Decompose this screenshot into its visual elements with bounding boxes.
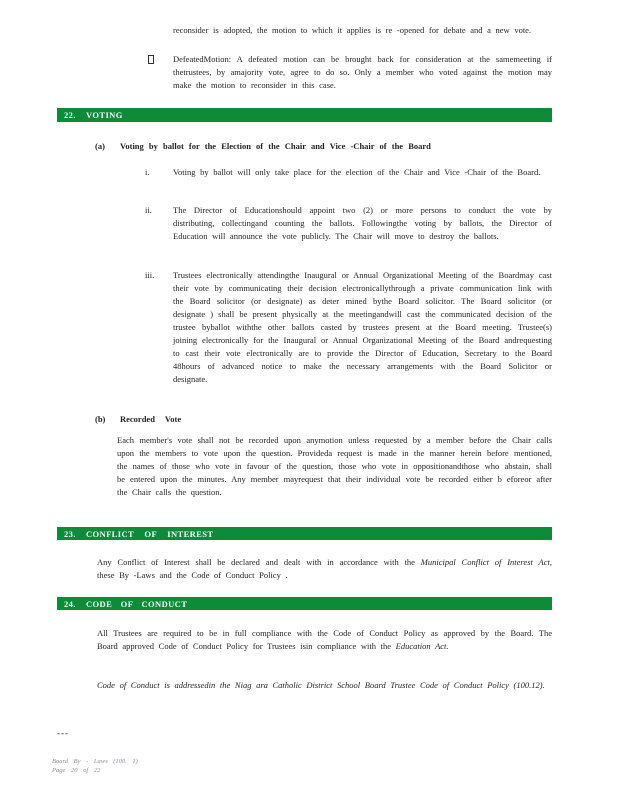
conduct-paragraph-2: Code of Conduct is addressedin the Niag ara Catholic District School Board Trustee Code of Conduct Policy (100.12). <box>97 680 545 690</box>
divider-dashes: --- <box>57 728 69 738</box>
page-footer <box>52 757 138 775</box>
section-23-number: 23. <box>64 528 76 539</box>
conduct-paragraph-1-start: All Trustees are required to be in full compliance with the Code of Conduct Policy as approved by the Board. The Board approved Code of Conduct Policy for Trustees isin compliance with the <box>97 628 552 651</box>
item-ii-marker: ii. <box>145 205 152 215</box>
item-b-heading-row <box>95 413 552 426</box>
section-23-title: CONFLICT OF INTEREST <box>86 528 214 539</box>
recorded-vote-paragraph: Each member's vote shall not be recorded upon anymotion unless requested by a member before the Chair calls upon the members to vote upon the question. Provideda request is made in the manner herein before mentioned, the names of those who vote in favour of the question, those who vote in oppositionandthose who abstain, shall be entered upon the minutes. Any member mayrequest that their individual vote be recorded either b eforeor after the Chair calls the question. <box>117 435 552 497</box>
item-b-label: (b) <box>95 414 106 424</box>
conflict-paragraph <box>97 556 552 582</box>
conduct-paragraph-1 <box>97 627 552 653</box>
footer-page-line: Page 20 of 22 <box>52 767 101 774</box>
section-24-header <box>57 597 552 610</box>
list-item-i <box>145 166 552 179</box>
item-a-heading: Voting by ballot for the Election of the Chair and Vice -Chair of the Board <box>120 141 431 151</box>
defeated-motion-bullet <box>148 53 552 92</box>
item-ii-text: The Director of Educationshould appoint two (2) or more persons to conduct the vote by distributing, collectingand counting the ballots. Followingthe voting by ballots, the Director of Education will announce the vote publicly. The Chair will move to destroy the ballots. <box>173 205 552 241</box>
section-24-number: 24. <box>64 598 76 609</box>
item-iii-marker: iii. <box>145 270 155 280</box>
conflict-paragraph-end: these By -Laws and the Code of Conduct Policy . <box>97 570 288 580</box>
conduct-paragraph-1-citation: Education Act. <box>395 641 449 651</box>
item-iii-text: Trustees electronically attendingthe Inaugural or Annual Organizational Meeting of the Boardmay cast their vote by communicating their decision electronicallythrough a private communication link with the Board solicitor (or designate) as deter mined bythe Board solicitor. The Board solicitor (or designate ) shall be present physically at the meetingandwill cast the communicated decision of the trustee byballot withthe other ballots casted by trustees present at the Board meeting. Trustee(s) joining electronically for the Inaugural or Annual Organizational Meeting of the Board andrequesting to cast their vote electronically are to provide the Director of Education, Secretary to the Board 48hours of advanced notice to make the necessary arrangements with the Board Solicitor or designate. <box>173 270 552 384</box>
conflict-paragraph-start: Any Conflict of Interest shall be declared and dealt with in accordance with the <box>97 557 421 567</box>
item-i-marker: i. <box>145 167 150 177</box>
section-22-number: 22. <box>64 110 76 120</box>
list-item-iii <box>145 269 552 386</box>
footer-doc-line: Board By - Laws (100. 1) <box>52 758 138 765</box>
continuation-paragraph: reconsider is adopted, the motion to which it applies is re -opened for debate and a new vote. <box>173 25 532 35</box>
section-22-title: VOTING <box>86 110 123 120</box>
bullet-text: DefeatedMotion: A defeated motion can be brought back for consideration at the samemeeting if thetrustees, by amajority vote, agree to do so. Only a member who voted against the motion may make the motion to reconsider in this case. <box>173 54 552 90</box>
item-a-heading-row <box>95 140 552 153</box>
section-22-header <box>57 108 552 122</box>
square-bullet-icon <box>148 53 173 92</box>
list-item-ii <box>145 204 552 243</box>
section-23-header <box>57 527 552 540</box>
section-24-title: CODE OF CONDUCT <box>86 598 188 609</box>
item-b-heading: Recorded Vote <box>120 414 182 424</box>
conflict-paragraph-citation: Municipal Conflict of Interest Act, <box>420 557 552 567</box>
item-a-label: (a) <box>95 141 105 151</box>
item-i-text: Voting by ballot will only take place for the election of the Chair and Vice -Chair of the Board. <box>173 167 541 177</box>
